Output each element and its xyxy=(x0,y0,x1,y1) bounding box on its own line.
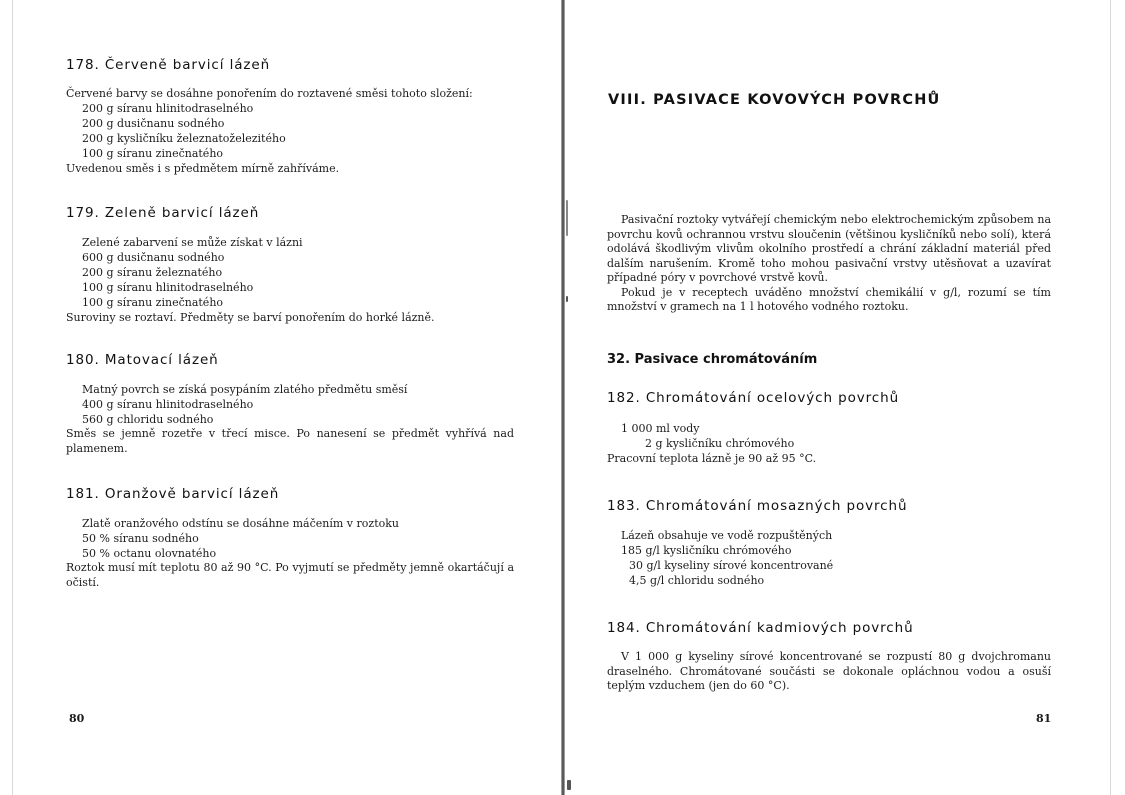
recipe-line: Pracovní teplota lázně je 90 až 95 °C. xyxy=(607,452,817,465)
recipe-182-title: 182. Chromátování ocelových povrchů xyxy=(607,390,900,406)
recipe-line: Červené barvy se dosáhne ponořením do roztavené směsi tohoto složení: xyxy=(66,87,473,100)
page-number-left: 80 xyxy=(69,712,85,725)
section-title: 32. Pasivace chromátováním xyxy=(607,352,818,367)
paragraph-text: V 1 000 g kyseliny sírové koncentrované se rozpustí 80 g dvojchromanu draselného. Chromátované součásti se dokonale opláchnou vodou a osuší teplým vzduchem (jen do 60 °C). xyxy=(607,650,1051,692)
intro-paragraph-1: Pasivační roztoky vytvářejí chemickým nebo elektrochemickým způsobem na povrchu kovů ochrannou vrstvu sloučenin (většinou kysličníků nebo solí), která odolává škodlivým vlivům okolního prostředí a chrání základní materiál před dalším narušením. Kromě toho mohou pasivační vrstvy utěsňovat a uzavírat případné póry v povrchové vrstvě kovů. xyxy=(607,213,1051,284)
recipe-line: 50 % octanu olovnatého xyxy=(82,547,217,560)
recipe-179-title: 179. Zeleně barvicí lázeň xyxy=(66,205,260,221)
scan-speck xyxy=(566,296,568,302)
recipe-line: 100 g síranu zinečnatého xyxy=(82,296,224,309)
recipe-180-paragraph xyxy=(66,427,514,456)
recipe-181-paragraph xyxy=(66,561,514,590)
page-number-right: 81 xyxy=(1036,712,1052,725)
recipe-line: 200 g síranu železnatého xyxy=(82,266,223,279)
recipe-184-title: 184. Chromátování kadmiových povrchů xyxy=(607,620,914,636)
recipe-line: 185 g/l kysličníku chrómového xyxy=(621,544,792,557)
recipe-line: 1 000 ml vody xyxy=(621,422,700,435)
recipe-line: 400 g síranu hlinitodraselného xyxy=(82,398,254,411)
recipe-184-paragraph xyxy=(607,650,1051,694)
recipe-line: Zlatě oranžového odstínu se dosáhne máčením v roztoku xyxy=(82,517,399,530)
recipe-line: Lázeň obsahuje ve vodě rozpuštěných xyxy=(621,529,833,542)
recipe-line: 560 g chloridu sodného xyxy=(82,413,214,426)
recipe-178-title: 178. Červeně barvicí lázeň xyxy=(66,57,271,73)
paragraph-text: Směs se jemně rozetře v třecí misce. Po nanesení se předmět vyhřívá nad plamenem. xyxy=(66,427,514,455)
paragraph-text: Roztok musí mít teplotu 80 až 90 °C. Po vyjmutí se předměty jemně okartáčují a očistí. xyxy=(66,561,514,589)
recipe-183-body xyxy=(607,528,833,588)
recipe-line: Uvedenou směs i s předmětem mírně zahříváme. xyxy=(66,162,340,175)
recipe-line: Suroviny se roztaví. Předměty se barví ponořením do horké lázně. xyxy=(66,311,435,324)
recipe-line: 100 g síranu zinečnatého xyxy=(82,147,224,160)
recipe-183-title: 183. Chromátování mosazných povrchů xyxy=(607,498,908,514)
recipe-179-body xyxy=(66,235,435,325)
intro-paragraph-2: Pokud je v receptech uváděno množství chemikálií v g/l, rozumí se tím množství v gramech na 1 l hotového vodného roztoku. xyxy=(607,285,1051,313)
recipe-180-body xyxy=(66,382,407,427)
recipe-line: Zelené zabarvení se může získat v lázni xyxy=(82,236,303,249)
recipe-line: 4,5 g/l chloridu sodného xyxy=(629,574,765,587)
recipe-line: Matný povrch se získá posypáním zlatého předmětu směsí xyxy=(82,383,408,396)
recipe-line: 30 g/l kyseliny sírové koncentrované xyxy=(629,559,834,572)
recipe-line: 2 g kysličníku chrómového xyxy=(645,437,795,450)
recipe-line: 200 g dusičnanu sodného xyxy=(82,117,225,130)
intro-paragraphs xyxy=(607,213,1051,315)
recipe-line: 200 g kysličníku železnatoželezitého xyxy=(82,132,286,145)
chapter-title: VIII. PASIVACE KOVOVÝCH POVRCHŮ xyxy=(608,92,941,108)
scan-mark xyxy=(566,200,568,236)
recipe-line: 100 g síranu hlinitodraselného xyxy=(82,281,254,294)
right-page xyxy=(563,0,1125,795)
recipe-182-body xyxy=(607,421,816,466)
recipe-181-body xyxy=(66,516,399,561)
recipe-180-title: 180. Matovací lázeň xyxy=(66,352,219,368)
scan-speck xyxy=(567,780,571,790)
recipe-178-body xyxy=(66,86,473,176)
recipe-line: 600 g dusičnanu sodného xyxy=(82,251,225,264)
recipe-line: 200 g síranu hlinitodraselného xyxy=(82,102,254,115)
recipe-line: 50 % síranu sodného xyxy=(82,532,199,545)
recipe-181-title: 181. Oranžově barvicí lázeň xyxy=(66,486,280,502)
